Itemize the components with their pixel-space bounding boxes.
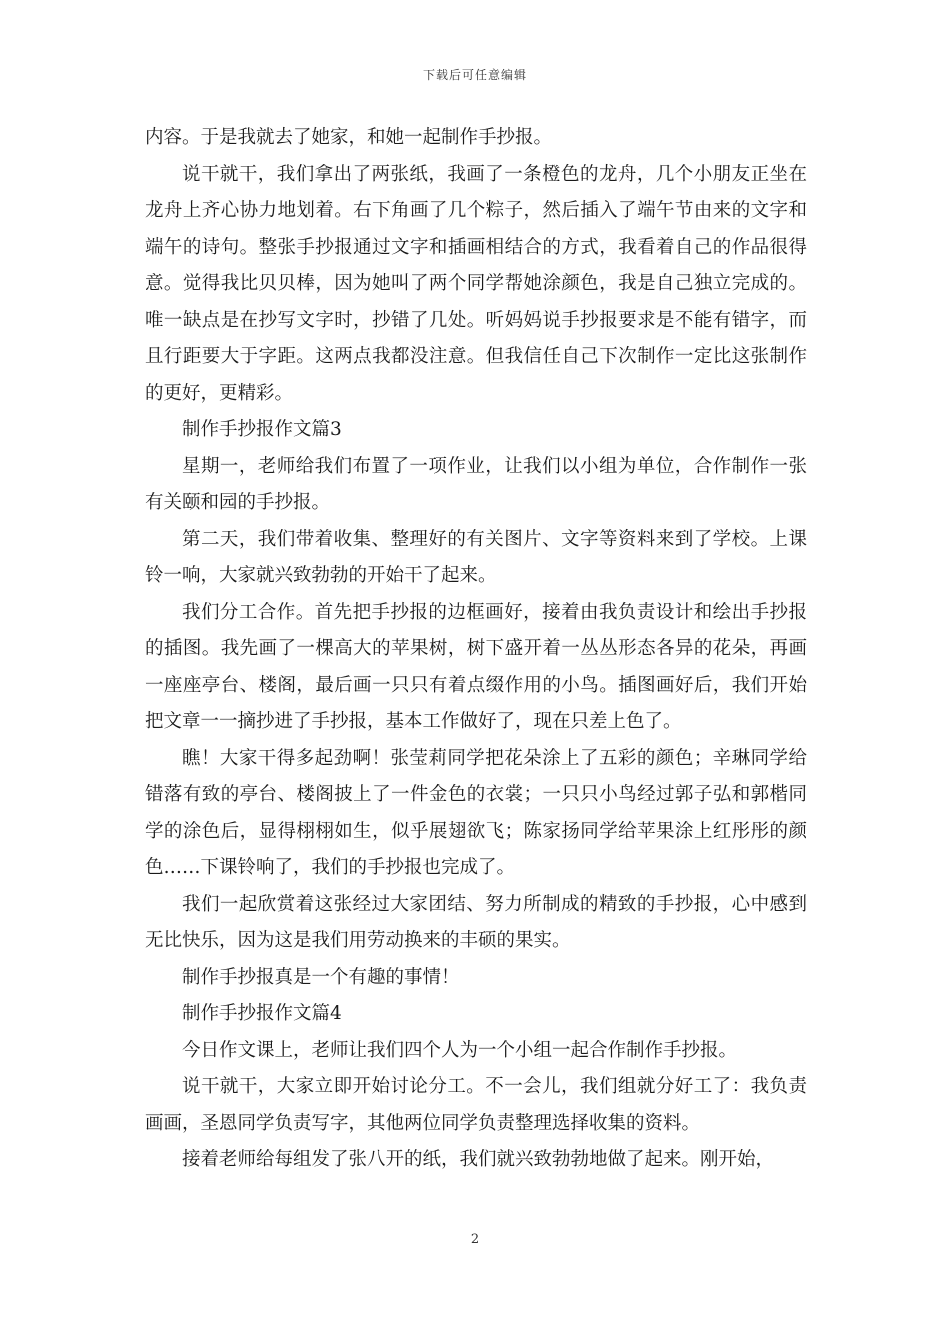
paragraph: 瞧！大家干得多起劲啊！张莹莉同学把花朵涂上了五彩的颜色；辛琳同学给错落有致的亭台、楼阁披上了一件金色的衣裳；一只只小鸟经过郭子弘和郭楷同学的涂色后，显得栩栩如生，似乎展翅欲飞；陈家扬同学给苹果涂上红彤彤的颜色……下课铃响了，我们的手抄报也完成了。: [145, 747, 807, 878]
page-header: 下载后可任意编辑: [422, 68, 527, 82]
paragraph: 说干就干，大家立即开始讨论分工。不一会儿，我们组就分好工了：我负责画画，圣恩同学负责写字，其他两位同学负责整理选择收集的资料。: [145, 1076, 807, 1134]
paragraph: 说干就干，我们拿出了两张纸，我画了一条橙色的龙舟，几个小朋友正坐在龙舟上齐心协力地划着。右下角画了几个粽子，然后插入了端午节由来的文字和端午的诗句。整张手抄报通过文字和插画相结合的方式，我看着自己的作品很得意。觉得我比贝贝棒，因为她叫了两个同学帮她涂颜色，我是自己独立完成的。唯一缺点是在抄写文字时，抄错了几处。听妈妈说手抄报要求是不能有错字，而且行距要大于字距。这两点我都没注意。但我信任自己下次制作一定比这张制作的更好，更精彩。: [145, 163, 807, 404]
paragraph: 内容。于是我就去了她家，和她一起制作手抄报。: [145, 127, 553, 148]
paragraph: 我们分工合作。首先把手抄报的边框画好，接着由我负责设计和绘出手抄报的插图。我先画了一棵高大的苹果树，树下盛开着一丛丛形态各异的花朵，再画一座座亭台、楼阁，最后画一只只有着点缀作用的小鸟。插图画好后，我们开始把文章一一摘抄进了手抄报，基本工作做好了，现在只差上色了。: [145, 601, 807, 732]
paragraph: 今日作文课上，老师让我们四个人为一个小组一起合作制作手抄报。: [182, 1039, 738, 1061]
page-number: 2: [470, 1232, 480, 1247]
paragraph: 制作手抄报真是一个有趣的事情！: [182, 966, 460, 988]
paragraph: 星期一，老师给我们布置了一项作业，让我们以小组为单位，合作制作一张有关颐和园的手抄报。: [145, 455, 807, 513]
paragraph: 我们一起欣赏着这张经过大家团结、努力所制成的精致的手抄报，心中感到无比快乐，因为这是我们用劳动换来的丰硕的果实。: [145, 893, 807, 951]
document-body: [145, 120, 807, 1179]
section-heading: 制作手抄报作文篇3: [182, 419, 342, 440]
section-heading: 制作手抄报作文篇4: [182, 1003, 342, 1024]
paragraph: 第二天，我们带着收集、整理好的有关图片、文字等资料来到了学校。上课铃一响，大家就兴致勃勃的开始干了起来。: [145, 528, 807, 586]
paragraph: 接着老师给每组发了张八开的纸，我们就兴致勃勃地做了起来。刚开始，: [182, 1149, 775, 1170]
